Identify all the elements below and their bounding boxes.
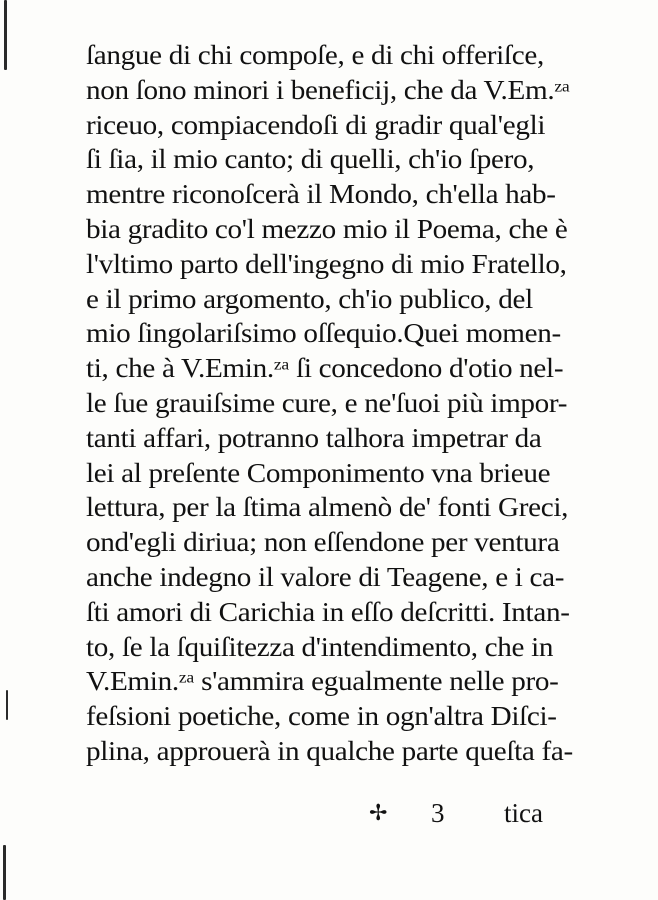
signature-mark-icon: ✢ <box>369 800 388 825</box>
text-line: lettura, per la ſtima almenò de' fonti Greci, <box>86 492 569 523</box>
text-line: tanti affari, potranno talhora impetrar da <box>86 422 542 453</box>
text-line: ti, che à V.Emin.ᶻᵃ ſi concedono d'otio nel- <box>86 353 564 384</box>
text-line: bia gradito co'l mezzo mio il Poema, che è <box>86 213 568 244</box>
text-line: mentre riconoſcerà il Mondo, ch'ella hab- <box>86 179 556 210</box>
text-line: l'vltimo parto dell'ingegno di mio Fratello, <box>86 248 567 279</box>
text-line: e il primo argomento, ch'io publico, del <box>86 283 533 314</box>
text-line: ſangue di chi compoſe, e di chi offeriſce, <box>86 40 544 70</box>
text-line: feſsioni poetiche, come in ogn'altra Diſci- <box>86 701 557 732</box>
text-line: plina, approuerà in qualche parte queſta fa- <box>86 735 573 766</box>
text-line: mio ſingolariſsimo oſſequio.Quei momen- <box>86 318 561 349</box>
text-line: le ſue grauiſsime cure, e ne'ſuoi più impor- <box>86 387 568 418</box>
text-line: ſti amori di Carichia in eſſo deſcritti. Intan- <box>86 596 570 627</box>
signature-number: 3 <box>431 798 445 828</box>
text-line: lei al preſente Componimento vna brieue <box>86 457 551 488</box>
text-line: non ſono minori i beneficij, che da V.Em.ᶻᵃ <box>86 74 570 105</box>
text-line: ond'egli diriua; non eſſendone per ventura <box>86 527 560 558</box>
gutter-shadow <box>4 0 7 70</box>
text-line: anche indegno il valore di Teagene, e i ca- <box>86 561 565 592</box>
text-line: riceuo, compiacendoſi di gradir qual'egli <box>86 109 546 140</box>
text-line: to, ſe la ſquiſitezza d'intendimento, che in <box>86 631 554 662</box>
page-footer <box>86 796 606 830</box>
text-line: V.Emin.ᶻᵃ s'ammira egualmente nelle pro- <box>86 666 559 697</box>
catchword: tica <box>504 798 543 828</box>
gutter-shadow <box>6 690 8 720</box>
text-line: ſi ſia, il mio canto; di quelli, ch'io ſpero, <box>86 144 535 175</box>
gutter-shadow <box>3 845 6 900</box>
body-text <box>86 38 606 769</box>
